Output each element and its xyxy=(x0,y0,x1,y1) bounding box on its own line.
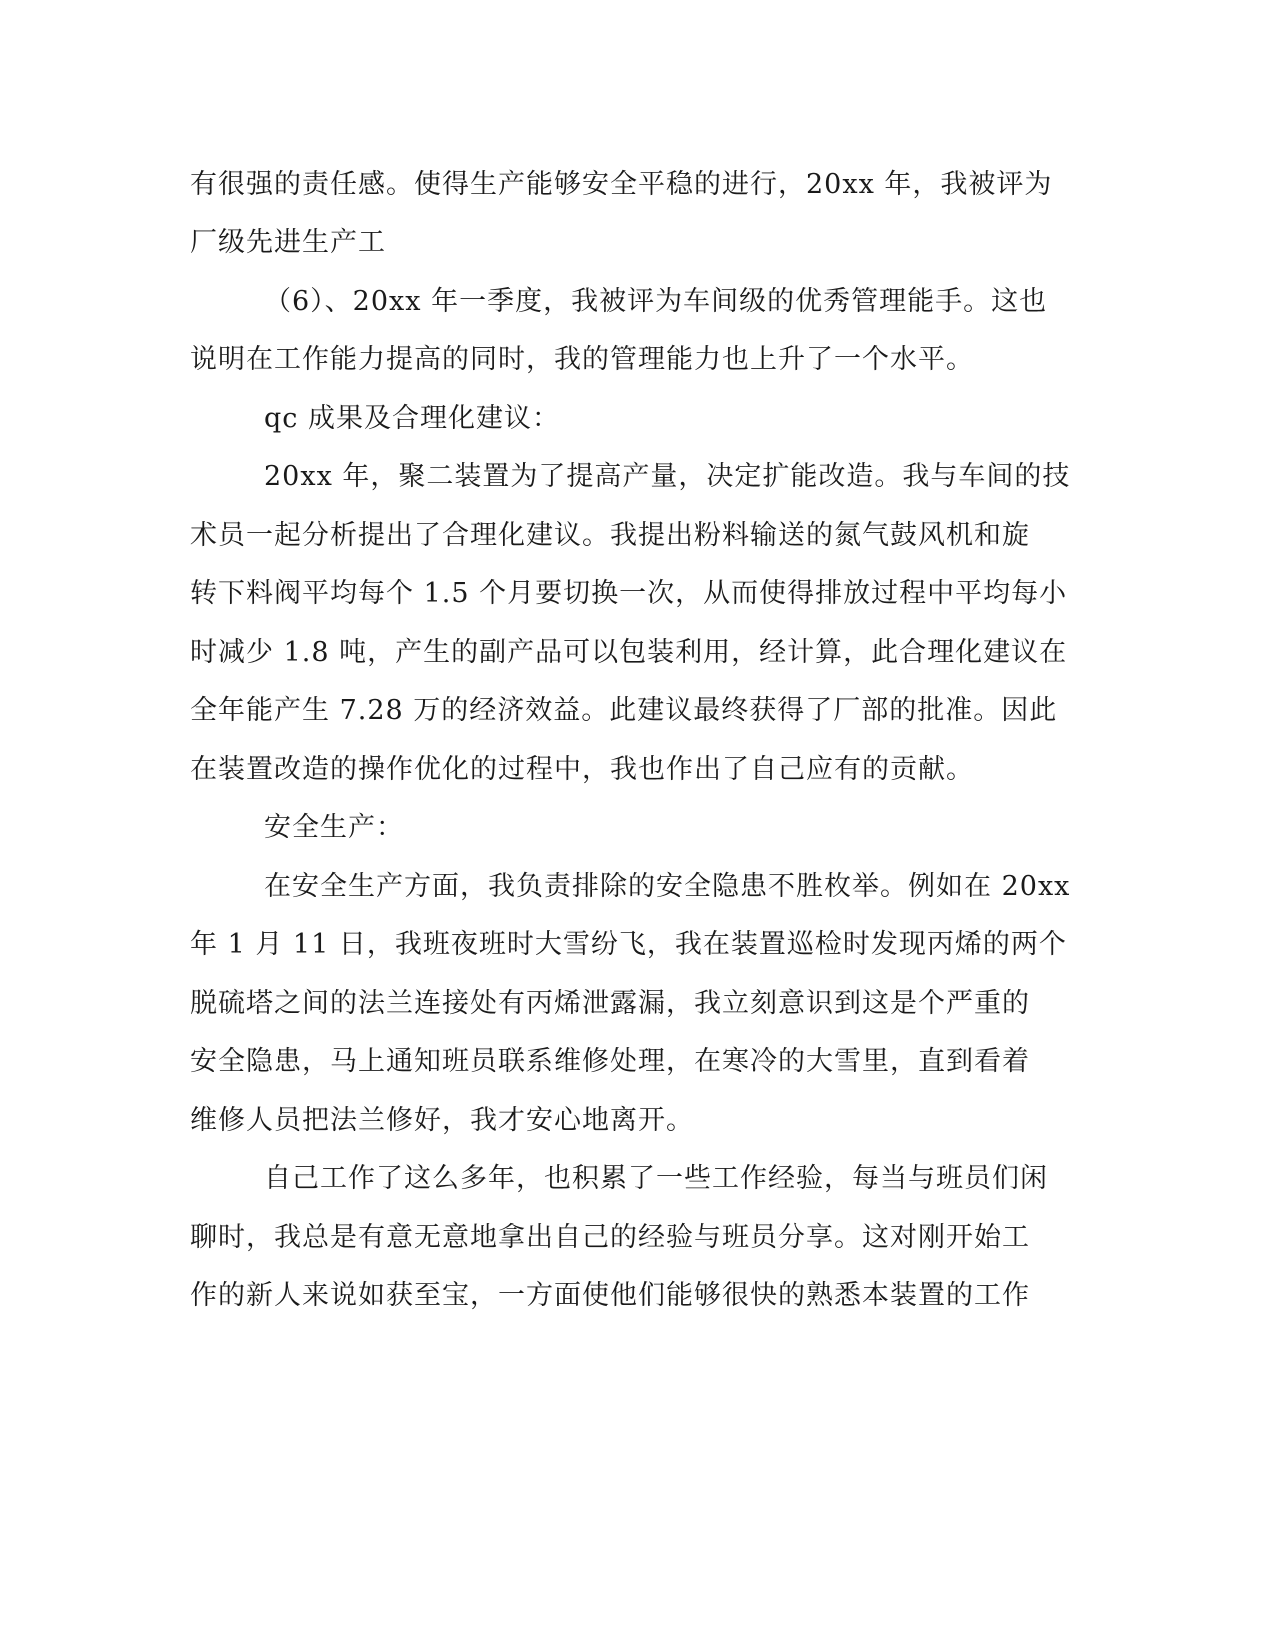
text-line: 时减少 1.8 吨，产生的副产品可以包装利用，经计算，此合理化建议在 xyxy=(190,637,1068,668)
text-line: 有很强的责任感。使得生产能够安全平稳的进行，20xx 年，我被评为 xyxy=(190,169,1053,200)
paragraph-start-line: （6）、20xx 年一季度，我被评为车间级的优秀管理能手。这也 xyxy=(264,286,1048,317)
text-line: 脱硫塔之间的法兰连接处有丙烯泄露漏，我立刻意识到这是个严重的 xyxy=(190,988,1030,1019)
text-line: 年 1 月 11 日，我班夜班时大雪纷飞，我在装置巡检时发现丙烯的两个 xyxy=(190,929,1067,960)
paragraph-start-line: 在安全生产方面，我负责排除的安全隐患不胜枚举。例如在 20xx xyxy=(264,871,1071,902)
text-line: 聊时，我总是有意无意地拿出自己的经验与班员分享。这对刚开始工 xyxy=(190,1222,1030,1253)
text-line: 全年能产生 7.28 万的经济效益。此建议最终获得了厂部的批准。因此 xyxy=(190,695,1058,726)
paragraph-start-line: 20xx 年，聚二装置为了提高产量，决定扩能改造。我与车间的技 xyxy=(264,461,1071,492)
text-line: 在装置改造的操作优化的过程中，我也作出了自己应有的贡献。 xyxy=(190,754,974,785)
text-line: 厂级先进生产工 xyxy=(190,227,386,258)
text-line: 安全隐患，马上通知班员联系维修处理，在寒冷的大雪里，直到看着 xyxy=(190,1046,1030,1077)
section-heading: 安全生产： xyxy=(264,812,404,843)
text-line: 术员一起分析提出了合理化建议。我提出粉料输送的氮气鼓风机和旋 xyxy=(190,520,1030,551)
paragraph-start-line: 自己工作了这么多年，也积累了一些工作经验，每当与班员们闲 xyxy=(264,1163,1048,1194)
text-line: 说明在工作能力提高的同时，我的管理能力也上升了一个水平。 xyxy=(190,344,974,375)
text-line: 转下料阀平均每个 1.5 个月要切换一次，从而使得排放过程中平均每小 xyxy=(190,578,1068,609)
text-line: 作的新人来说如获至宝，一方面使他们能够很快的熟悉本装置的工作 xyxy=(190,1280,1030,1311)
section-heading: qc 成果及合理化建议： xyxy=(264,403,560,434)
text-line: 维修人员把法兰修好，我才安心地离开。 xyxy=(190,1105,694,1136)
